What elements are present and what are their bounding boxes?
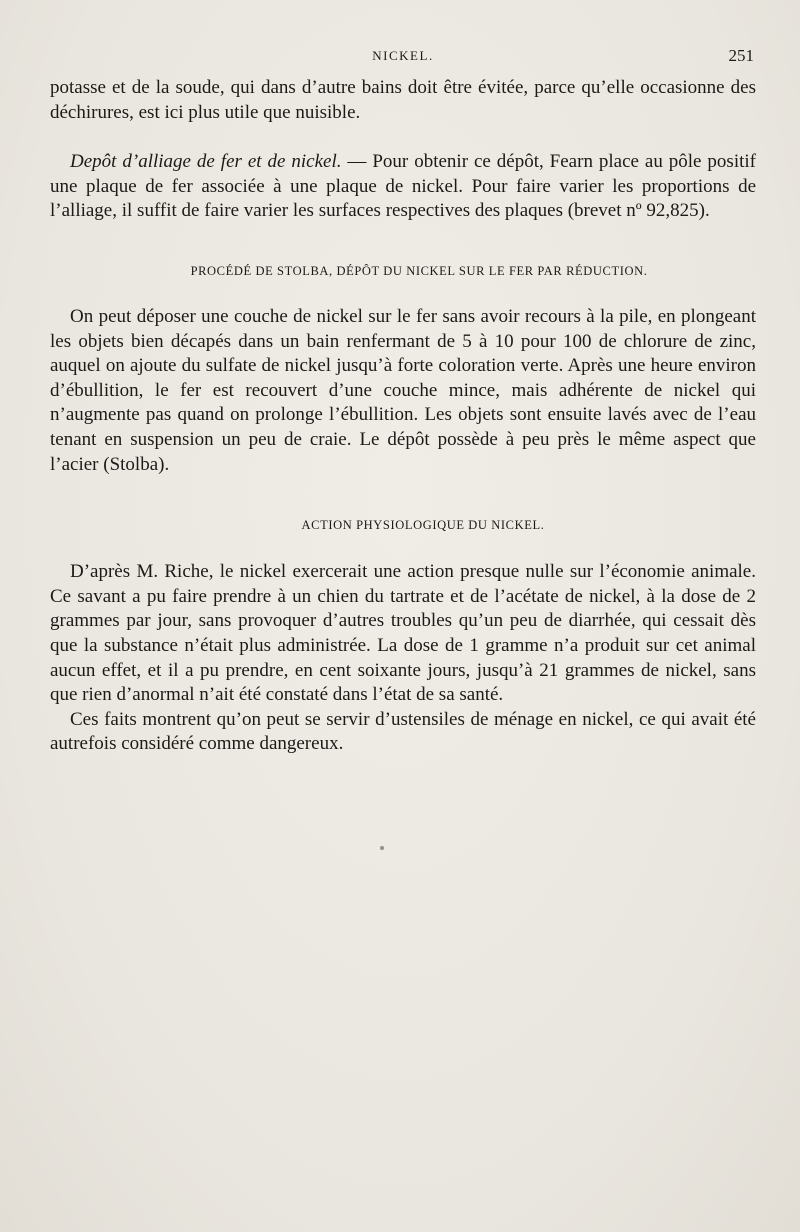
page-content [50,76,756,757]
page-number: 251 [728,46,754,65]
paragraph-riche-experiment: D’après M. Riche, le nickel exercerait une action presque nulle sur l’économie animale. Ce savant a pu faire prendre à un chien du tartrate et de l’acétate de nickel, à la dose de 2 grammes par jour, sans provoquer d’autres troubles qu’un peu de diarrhée, qui cessait dès que la substance n’était plus administrée. La dose de 1 gramme n’a produit sur cet animal aucun effet, et il a pu prendre, en cent soixante jours, jusqu’à 21 grammes de nickel, sans que rien d’anormal n’ait été constaté dans l’état de sa santé. [50,561,756,706]
section-heading-stolba: PROCÉDÉ DE STOLBA, DÉPÔT DU NICKEL SUR LE FER PAR RÉDUCTION. [190,263,648,278]
paragraph-text: — Pour obtenir ce dépôt, Fearn place au pôle positif une plaque de fer associée à une plaque de nickel. Pour faire varier les proportions de l’alliage, il suffit de faire varier les surfaces respectives des plaques (brevet nº 92,825). [50,151,756,222]
paragraph-lead-title: Depôt d’alliage de fer et de nickel. [70,151,342,173]
paragraph-continuation: potasse et de la soude, qui dans d’autre bains doit être évitée, parce qu’elle occasionne des déchirures, est ici plus utile que nuisible. [50,77,756,123]
running-title: NICKEL. [372,48,434,63]
ink-speck [380,846,384,850]
page-header [52,48,754,68]
paragraph-conclusion: Ces faits montrent qu’on peut se servir d’ustensiles de ménage en nickel, ce qui avait été autrefois considéré comme dangereux. [50,708,756,755]
paragraph-stolba-process: On peut déposer une couche de nickel sur le fer sans avoir recours à la pile, en plongeant les objets bien décapés dans un bain renfermant de 5 à 10 pour 100 de chlorure de zinc, auquel on ajoute du sulfate de nickel jusqu’à forte coloration verte. Après une heure environ d’ébullition, le fer est recouvert d’une couche mince, mais adhérente de nickel qui n’augmente pas quand on prolonge l’ébullition. Les objets sont ensuite lavés avec de l’eau tenant en suspension un peu de craie. Le dépôt possède à peu près le même aspect que l’acier (Stolba). [50,305,756,475]
section-heading-physiological-action: ACTION PHYSIOLOGIQUE DU NICKEL. [301,518,545,533]
paragraph-iron-nickel-alloy [50,150,756,224]
